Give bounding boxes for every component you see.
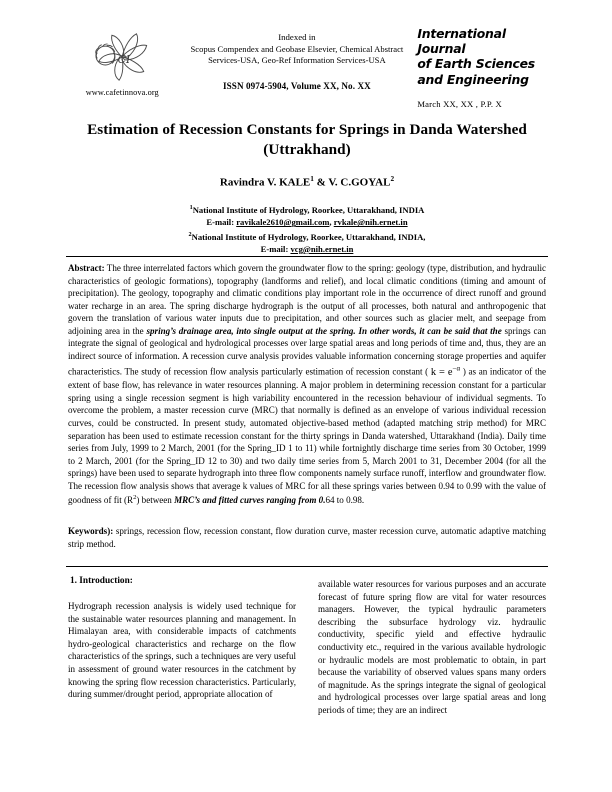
email-1-label: E-mail:: [206, 217, 237, 228]
svg-text:CI: CI: [117, 52, 131, 66]
affiliation-block: [68, 202, 546, 255]
email-link-ravikale-gmail[interactable]: ravikale2610@gmail.com: [236, 217, 330, 228]
divider-above-abstract: [66, 256, 548, 257]
cafetinnova-flower-logo-icon: [85, 28, 159, 86]
affiliation-2-marker: 2: [188, 230, 192, 238]
journal-name-line-1: International Journal: [417, 26, 506, 57]
email-line-2: [68, 243, 546, 255]
article-title-line-1: Estimation of Recession Constants for Springs in Danda Watershed: [87, 121, 527, 138]
article-title-line-2: (Uttrakhand): [263, 141, 351, 158]
section-heading-introduction: 1. Introduction:: [70, 576, 133, 586]
formula-base: k = e: [430, 366, 453, 378]
affiliation-1-text: National Institute of Hydrology, Roorkee, Uttarakhand, INDIA: [192, 204, 425, 215]
abstract-highlight-1: spring’s drainage area, into single output at the spring. In other words, it can be said that the: [146, 325, 502, 336]
page-title: [68, 120, 546, 160]
indexed-in-label: Indexed in: [278, 32, 316, 42]
email-link-vcg-nih[interactable]: vcg@nih.ernet.in: [290, 243, 354, 254]
affiliation-2: [68, 229, 546, 243]
issn-volume-line: ISSN 0974-5904, Volume XX, No. XX: [222, 80, 371, 91]
divider-above-introduction: [66, 566, 548, 567]
email-link-rvkale-nih[interactable]: rvkale@nih.ernet.in: [333, 217, 408, 228]
keywords-text: springs, recession flow, recession constant, flow duration curve, master recession curve, automatic adaptive matching strip method.: [68, 526, 546, 549]
indexing-services-line-2: Services-USA, Geo-Ref Information Services-USA: [208, 55, 386, 65]
masthead: [68, 26, 546, 109]
introduction-right-column: available water resources for various purposes and an accurate forecast of future spring flow are vital for water resources managers. However, the typical hydraulic parameters describing the subsurface hydrology viz. hydraulic conductivity, specific yield and effective hydraulic conductivity etc., required in the various available hydrologic or hydraulic models are most problematic to obtain, in part because the variability of observed values spans many orders of magnitude. As the springs integrate the signal of geological and hydrological processes over large spatial areas and long periods of time; they are an indirect: [318, 579, 546, 715]
abstract-highlight-2: MRC’s and fitted curves ranging from 0.: [174, 495, 326, 506]
author-list: [68, 174, 546, 189]
journal-name-line-3: and Engineering: [417, 71, 529, 87]
email-line-1: [68, 216, 546, 228]
keywords-section: [68, 525, 546, 550]
r-squared-exponent: 2: [133, 494, 137, 502]
introduction-left-column: Hydrograph recession analysis is widely used technique for the sustainable water resources planning and management. In Himalayan area, with considerable impacts of catchments hydro-geological characteristics and recharge on the flow characteristics of the springs, such a techniques are very useful in assessment of ground water resources in the catchment by knowing the spring flow recession characteristics. Particularly, during summer/drought period, appropriate allocation of: [68, 601, 296, 700]
journal-title-block: [417, 26, 546, 109]
author-2-affiliation-marker: 2: [390, 174, 395, 183]
journal-name-line-2: of Earth Sciences: [417, 56, 535, 72]
author-1-name: Ravindra V. KALE: [219, 176, 311, 189]
abstract-section: [68, 262, 546, 507]
abstract-part-3: ) as an indicator of the extent of base flow, has relevance in water resources planning. A major problem in determining recession constant for a particular spring using a single recession segment is high variability encountered in the recession behaviour of individual segments. To overcome the problem, a master recession curve (MRC) that normally is defined as an envelope of various individual recession curves, could be constructed. In present study, automated objective-based method (adapted matching strip method) for MRC separation has been used to estimate recession constant for the thirty springs in Danda watershed, Uttarakhand (India). Daily time series from July, 1999 to 2 March, 2001 (for the Spring_ID 1 to 11) while fortnightly discharge time series from 30 October, 1999 to 2 March, 2001 (for the Spring_ID 12 to 30) and two daily time series from 5, March 2001 to 31, December 2004 (for all the springs) have been used to separate hydrograph into three flow components namely surface runoff, interflow and groundwater flow. The recession flow analysis shows that average k values of MRC for all these springs varies between 0.94 to 0.99 with the value of goodness of fit (R: [68, 366, 547, 506]
author-1-affiliation-marker: 1: [310, 174, 314, 183]
formula-exponent: −α: [452, 364, 461, 373]
abstract-part-1: The three interrelated factors which govern the groundwater flow to the spring: geology (type, distribution, and hydraulic characteristics of geologic formations), topography (landforms and relief), and local climatic conditions (timing and amount of precipitation). The geology, topography and climatic conditions play important role in the occurrence of direct runoff and ground water recharge in an area. The spring discharge hydrograph is the output of all processes, both natural and anthropogenic that govern the translation of various water inputs due to precipitation, and other sources such as glacier melt, and seepage from adjoining area in the: [68, 263, 546, 336]
publisher-website-url[interactable]: www.cafetinnova.org: [85, 88, 159, 97]
issue-date-pages: March XX, XX , P.P. X: [417, 98, 502, 109]
publisher-logo-block: [68, 26, 176, 97]
abstract-part-2: springs can integrate the signal of geological and hydrological processes over large spatial areas and long periods of time and, thus, they are an indirect source of information. A recession curve analysis provides valuable information concerning storage properties and aquifer characteristics. The study of recession flow analysis particularly estimation of recession constant (: [68, 325, 546, 377]
email-separator: ,: [329, 217, 334, 228]
indexing-info: [176, 26, 417, 91]
abstract-part-5: 64 to 0.98.: [325, 495, 365, 506]
indexing-services-line-1: Scopus Compendex and Geobase Elsevier, Chemical Abstract: [190, 43, 404, 54]
affiliation-2-text: National Institute of Hydrology, Roorkee, Uttarakhand, INDIA,: [191, 231, 426, 242]
author-2-name: & V. C.GOYAL: [313, 176, 391, 189]
email-2-label: E-mail:: [260, 243, 291, 254]
affiliation-1: [68, 202, 546, 216]
affiliation-1-marker: 1: [189, 204, 193, 211]
recession-constant-formula: [430, 364, 461, 378]
abstract-part-4: ) between: [136, 495, 175, 506]
keywords-label: Keywords):: [68, 526, 114, 536]
abstract-label: Abstract:: [68, 263, 105, 273]
